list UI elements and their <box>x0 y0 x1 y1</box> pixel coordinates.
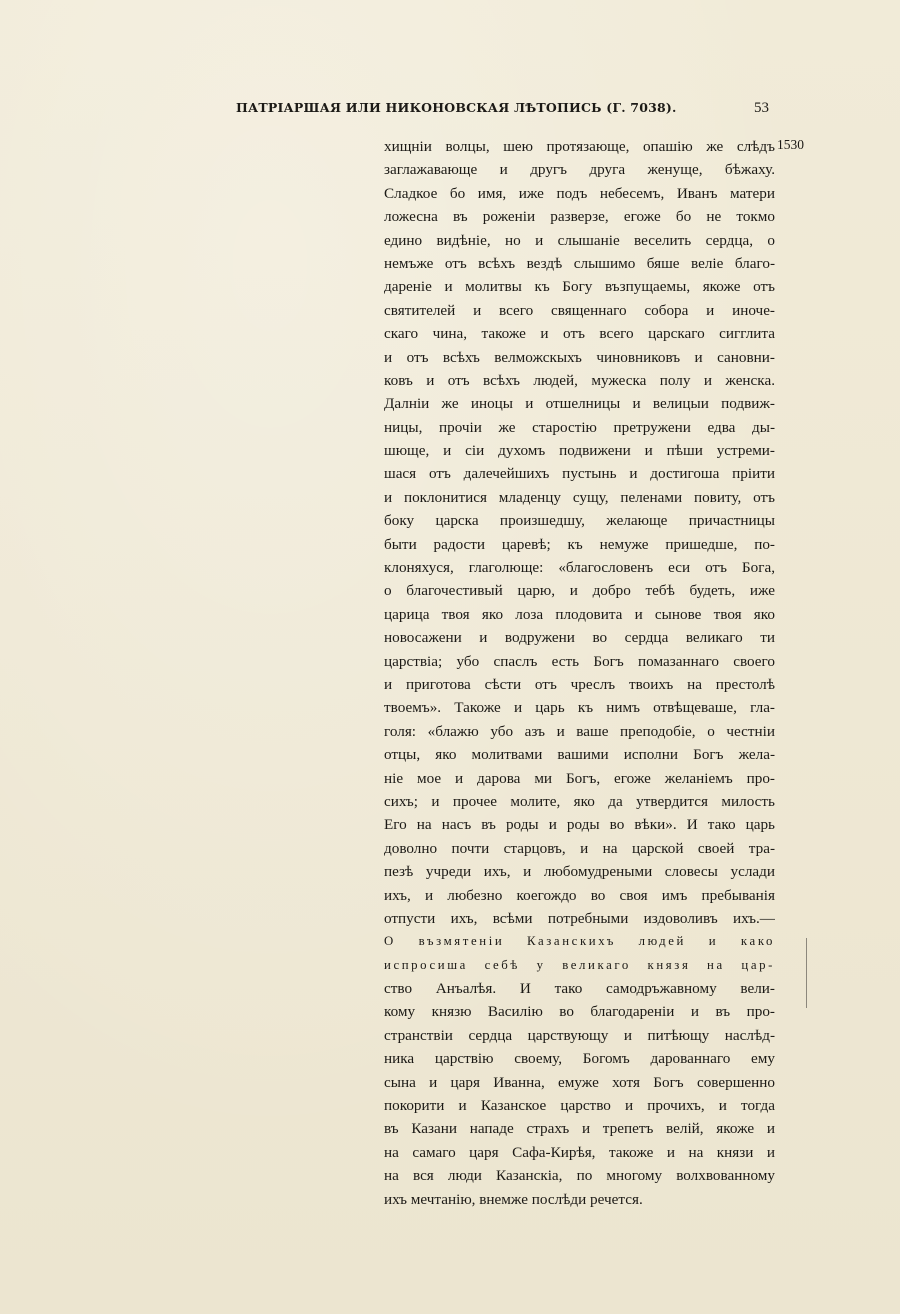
text-line: и поклонитися младенцу сущу, пеленами повиту, отъ <box>384 488 775 506</box>
text-line: доволно почти старцовъ, и на царской своей тра- <box>384 839 775 857</box>
text-line: сихъ; и прочее молите, яко да утвердится милость <box>384 792 775 810</box>
text-line: ковъ и отъ всѣхъ людей, мужеска полу и женска. <box>384 371 775 389</box>
text-line: Далніи же иноцы и отшелницы и велицыи подвиж- <box>384 395 775 413</box>
text-line: странствіи сердца царствующу и питѣющу наслѣд- <box>384 1026 775 1044</box>
text-line: святителей и всего священнаго собора и иноче- <box>384 301 775 319</box>
text-line: покорити и Казанское царство и прочихъ, и тогда <box>384 1097 775 1115</box>
text-line: царица твоя яко лоза плодовита и сынове твоя яко <box>384 605 775 623</box>
margin-year-note: 1530 <box>777 137 804 152</box>
text-line: дареніе и молитвы къ Богу възпущаемы, якоже отъ <box>384 278 775 296</box>
text-line: новосажени и водружени во сердца великаго ти <box>384 629 775 647</box>
text-line: о благочестивый царю, и добро тебѣ будеть, иже <box>384 582 775 600</box>
text-line: въ Казани нападе страхъ и трепетъ велій, якоже и <box>384 1120 775 1138</box>
text-line: быти радости царевѣ; къ немуже пришедше, по- <box>384 535 775 553</box>
text-line: шася отъ далечейшихъ пустынь и достигоша пріити <box>384 465 775 483</box>
text-line: заглажавающе и другъ друга женуще, бѣжаху. <box>384 161 775 179</box>
text-line: голя: «блажю убо азъ и ваше преподобіе, о честніи <box>384 722 775 740</box>
text-line: ницы, прочіи же старостію претружени едва ды- <box>384 418 775 436</box>
text-line: и отъ всѣхъ велможскыхъ чиновниковъ и сановни- <box>384 348 775 366</box>
text-line: пезѣ учреди ихъ, и любомудреными словесы услади <box>384 863 775 881</box>
text-line: ника царствію своему, Богомъ дарованнаго ему <box>384 1050 775 1068</box>
text-line: на самаго царя Сафа-Кирѣя, такоже и на князи и <box>384 1143 775 1161</box>
text-line: царствіа; убо спаслъ есть Богъ помазаннаго своего <box>384 652 775 670</box>
text-line: отпусти ихъ, всѣми потребными издоволивъ ихъ.— <box>384 909 775 927</box>
text-line: ихъ, и любезно коегождо во своя имъ пребыванія <box>384 886 775 904</box>
text-line: шюще, и сіи духомъ подвижени и пѣши устреми- <box>384 442 775 460</box>
section-heading-line: испросиша себѣ у великаго князя на цар- <box>384 957 775 972</box>
running-title: ПАТРІАРШАЯ ИЛИ НИКОНОВСКАЯ ЛѢТОПИСЬ (Г. 7038). <box>236 100 677 115</box>
text-line: едино видѣніе, но и слышаніе веселить сердца, о <box>384 231 775 249</box>
section-heading-line: О възмятеніи Казанскихъ людей и како <box>384 934 775 949</box>
text-line: ихъ мечтанію, внемже послѣди речется. <box>384 1190 643 1208</box>
text-line: хищніи волцы, шею протязающе, опашію же слѣдъ <box>384 138 775 155</box>
text-line: Его на насъ въ роды и роды во вѣки». И тако царь <box>384 816 775 834</box>
text-line: Сладкое бо имя, иже подъ небесемъ, Иванъ матери <box>384 184 775 202</box>
text-line: сына и царя Иванна, емуже хотя Богъ совершенно <box>384 1073 775 1091</box>
margin-rule <box>806 938 807 1008</box>
text-line: немъже отъ всѣхъ вездѣ слышимо бяше веліе благо- <box>384 254 775 272</box>
text-line: твоемъ». Такоже и царь къ нимъ отвѣщеваше, гла- <box>384 699 775 717</box>
text-line: на вся люди Казанскіа, по многому волхвованному <box>384 1167 775 1185</box>
text-line: ложесна въ роженіи разверзе, егоже бо не токмо <box>384 208 775 226</box>
text-line: кому князю Василію во благодареніи и въ про- <box>384 1003 775 1021</box>
text-line: клоняхуся, глаголюще: «благословенъ еси отъ Бога, <box>384 559 775 577</box>
text-line: ніе мое и дарова ми Богъ, егоже желаніемъ про- <box>384 769 775 787</box>
text-column <box>384 135 775 1211</box>
text-line: скаго чина, такоже и отъ всего царскаго сигглита <box>384 325 775 343</box>
text-line: ство Анъалѣя. И тако самодръжавному вели- <box>384 980 775 998</box>
text-line: боку царска произшедшу, желающе причастницы <box>384 512 775 530</box>
text-line: отцы, яко молитвами вашими исполни Богъ жела- <box>384 746 775 764</box>
page-number: 53 <box>754 100 769 116</box>
text-line: и приготова сѣсти отъ чреслъ твоихъ на престолѣ <box>384 675 775 693</box>
